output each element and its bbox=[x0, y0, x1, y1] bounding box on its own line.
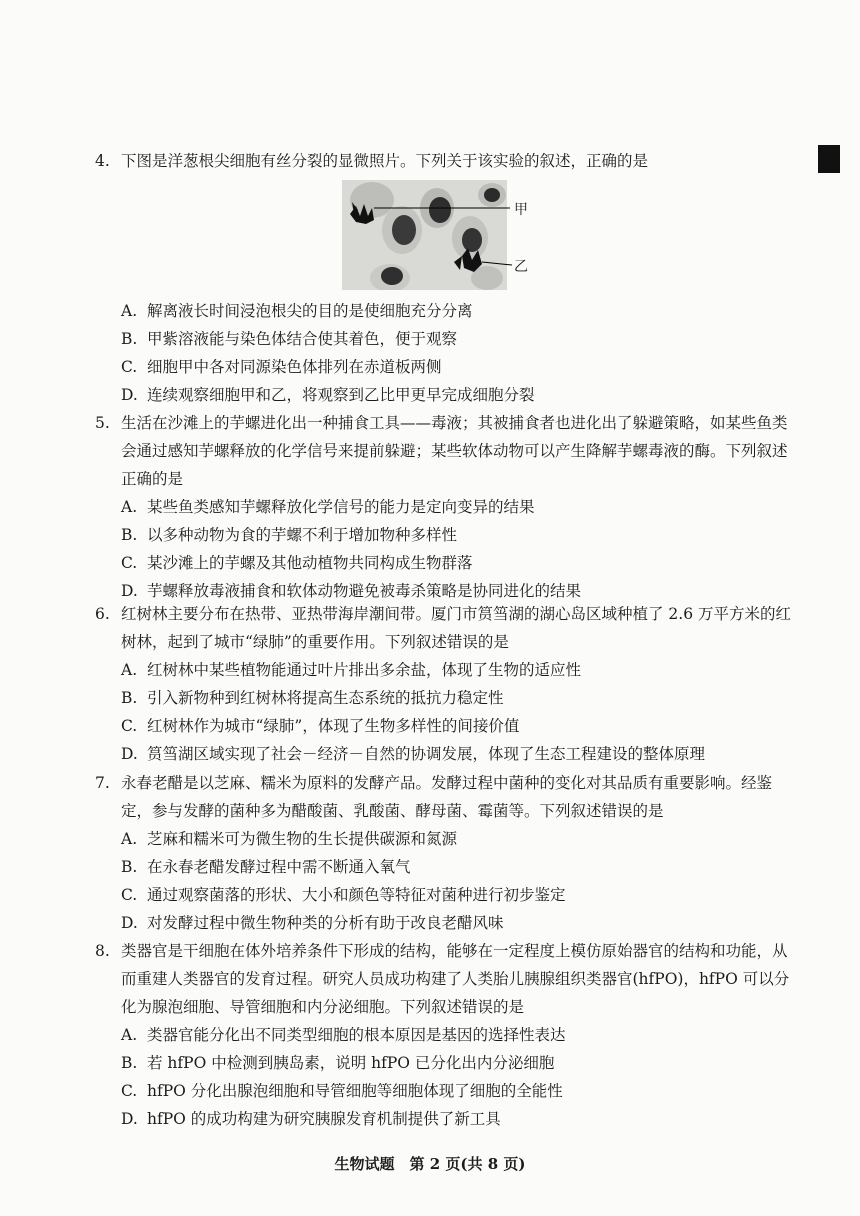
option-b[interactable]: B. 引入新物种到红树林将提高生态系统的抵抗力稳定性 bbox=[121, 689, 504, 707]
question-4-options bbox=[95, 297, 795, 409]
option-c[interactable]: C. 红树林作为城市“绿肺”，体现了生物多样性的间接价值 bbox=[121, 717, 520, 735]
option-b[interactable]: B. 若 hfPO 中检测到胰岛素，说明 hfPO 已分化出内分泌细胞 bbox=[121, 1054, 555, 1072]
question-stem: 下图是洋葱根尖细胞有丝分裂的显微照片。下列关于该实验的叙述，正确的是 bbox=[121, 152, 649, 170]
option-a[interactable]: A. 解离液长时间浸泡根尖的目的是使细胞充分分离 bbox=[121, 302, 473, 320]
question-stem: 红树林主要分布在热带、亚热带海岸潮间带。厦门市筼筜湖的湖心岛区域种植了 2.6 万平方米的红树林，起到了城市“绿肺”的重要作用。下列叙述错误的是 bbox=[121, 605, 792, 651]
option-d[interactable]: D. 连续观察细胞甲和乙，将观察到乙比甲更早完成细胞分裂 bbox=[121, 386, 535, 404]
question-number: 6. bbox=[95, 605, 110, 623]
question-stem: 类器官是干细胞在体外培养条件下形成的结构，能够在一定程度上模仿原始器官的结构和功能，从而重建人类器官的发育过程。研究人员成功构建了人类胎儿胰腺组织类器官(hfPO)，hfPO 可以分化为腺泡细胞、导管细胞和内分泌细胞。下列叙述错误的是 bbox=[121, 942, 790, 1016]
option-d[interactable]: D. 对发酵过程中微生物种类的分析有助于改良老醋风味 bbox=[121, 914, 504, 932]
question-5 bbox=[95, 409, 795, 605]
option-a[interactable]: A. 类器官能分化出不同类型细胞的根本原因是基因的选择性表达 bbox=[121, 1026, 566, 1044]
alignment-mark bbox=[818, 145, 840, 173]
question-6 bbox=[95, 600, 795, 768]
page-footer: 生物试题 第 2 页(共 8 页) bbox=[334, 1155, 526, 1173]
option-c[interactable]: C. 通过观察菌落的形状、大小和颜色等特征对菌种进行初步鉴定 bbox=[121, 886, 566, 904]
option-c[interactable]: C. hfPO 分化出腺泡细胞和导管细胞等细胞体现了细胞的全能性 bbox=[121, 1082, 563, 1100]
question-number: 4. bbox=[95, 152, 110, 170]
option-a[interactable]: A. 红树林中某些植物能通过叶片排出多余盐，体现了生物的适应性 bbox=[121, 661, 582, 679]
option-d[interactable]: D. 芋螺释放毒液捕食和软体动物避免被毒杀策略是协同进化的结果 bbox=[121, 582, 582, 600]
option-a[interactable]: A. 某些鱼类感知芋螺释放化学信号的能力是定向变异的结果 bbox=[121, 498, 535, 516]
question-number: 5. bbox=[95, 414, 110, 432]
question-number: 8. bbox=[95, 942, 110, 960]
question-number: 7. bbox=[95, 774, 110, 792]
option-c[interactable]: C. 细胞甲中各对同源染色体排列在赤道板两侧 bbox=[121, 358, 442, 376]
option-a[interactable]: A. 芝麻和糯米可为微生物的生长提供碳源和氮源 bbox=[121, 830, 458, 848]
question-8 bbox=[95, 937, 795, 1133]
option-c[interactable]: C. 某沙滩上的芋螺及其他动植物共同构成生物群落 bbox=[121, 554, 473, 572]
option-b[interactable]: B. 在永春老醋发酵过程中需不断通入氧气 bbox=[121, 858, 411, 876]
question-4 bbox=[95, 147, 795, 175]
option-b[interactable]: B. 以多种动物为食的芋螺不利于增加物种多样性 bbox=[121, 526, 458, 544]
onion-root-tip-micrograph bbox=[342, 180, 562, 290]
micrograph-figure bbox=[342, 180, 562, 290]
figure-label-yi: 乙 bbox=[514, 259, 528, 275]
option-b[interactable]: B. 甲紫溶液能与染色体结合使其着色，便于观察 bbox=[121, 330, 458, 348]
option-d[interactable]: D. 筼筜湖区域实现了社会－经济－自然的协调发展，体现了生态工程建设的整体原理 bbox=[121, 745, 706, 763]
question-7 bbox=[95, 769, 795, 937]
question-stem: 永春老醋是以芝麻、糯米为原料的发酵产品。发酵过程中菌种的变化对其品质有重要影响。经鉴定，参与发酵的菌种多为醋酸菌、乳酸菌、酵母菌、霉菌等。下列叙述错误的是 bbox=[121, 774, 773, 820]
figure-label-jia: 甲 bbox=[514, 202, 528, 218]
option-d[interactable]: D. hfPO 的成功构建为研究胰腺发育机制提供了新工具 bbox=[121, 1110, 501, 1128]
question-stem: 生活在沙滩上的芋螺进化出一种捕食工具——毒液；其被捕食者也进化出了躲避策略，如某些鱼类会通过感知芋螺释放的化学信号来提前躲避；某些软体动物可以产生降解芋螺毒液的酶。下列叙述正确的是 bbox=[121, 414, 788, 488]
